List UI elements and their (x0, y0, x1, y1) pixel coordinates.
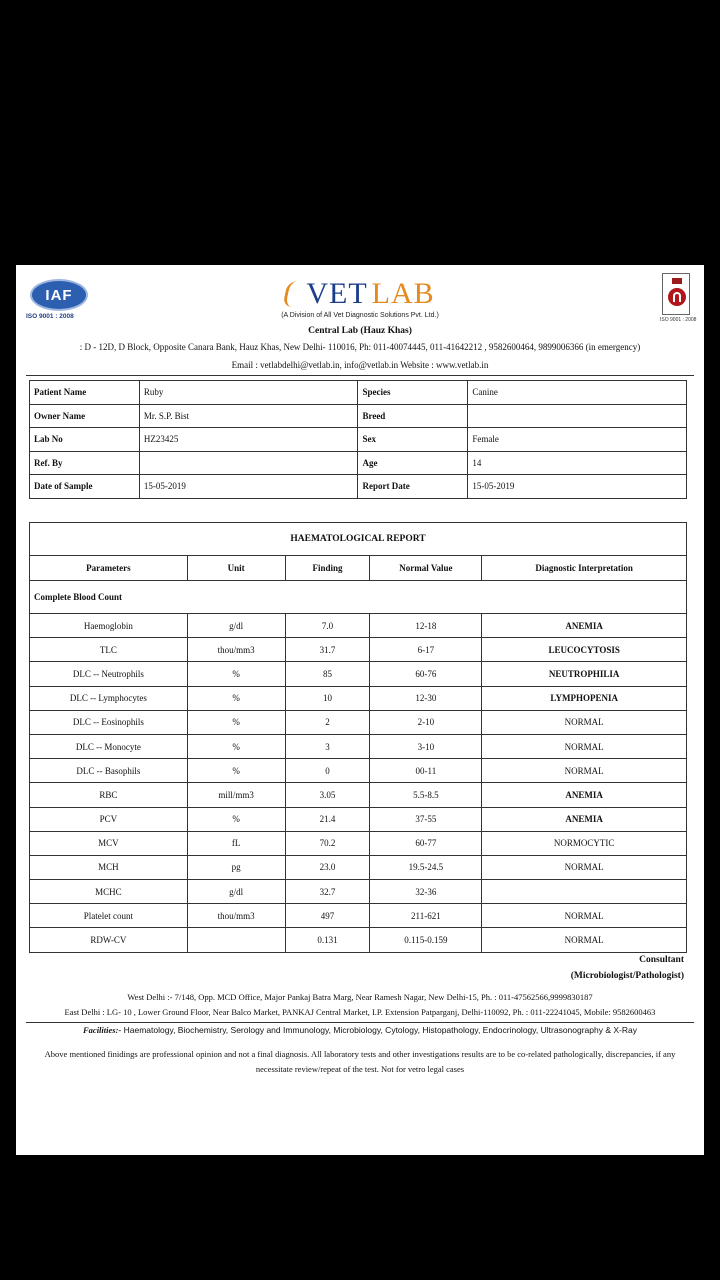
brand-division: (A Division of All Vet Diagnostic Solutions Pvt. Ltd.) (281, 312, 439, 319)
info-key: Sex (358, 428, 468, 452)
cell-unit: pg (187, 855, 285, 879)
cell-param: RDW-CV (30, 928, 188, 952)
cell-finding: 7.0 (285, 614, 370, 638)
vetlab-brand (16, 277, 704, 319)
table-row (30, 880, 687, 904)
section-heading: Complete Blood Count (30, 581, 687, 614)
cell-param: MCHC (30, 880, 188, 904)
haematology-table (29, 522, 687, 953)
info-key: Lab No (30, 428, 140, 452)
cell-normal: 12-18 (370, 614, 482, 638)
disclaimer: Above mentioned finidings are professional opinion and not a final diagnosis. All laboratory tests and other investigations results are to be co-related pathologically, discrepancies, if any necessitate review/repeat of the test. Not for vetro legal cases (44, 1049, 676, 1074)
cell-unit: thou/mm3 (187, 638, 285, 662)
cell-param: Platelet count (30, 904, 188, 928)
cell-unit (187, 928, 285, 952)
info-value: 15-05-2019 (139, 475, 358, 499)
cell-interp: NORMAL (482, 928, 687, 952)
info-value: Ruby (139, 381, 358, 405)
column-header: Normal Value (370, 556, 482, 581)
cell-unit: fL (187, 831, 285, 855)
column-header: Diagnostic Interpretation (482, 556, 687, 581)
cell-interp: LYMPHOPENIA (482, 686, 687, 710)
cell-param: DLC -- Neutrophils (30, 662, 188, 686)
cell-unit: g/dl (187, 614, 285, 638)
iso-certification-right: ISO 9001 : 2008 (660, 317, 697, 323)
cell-interp: LEUCOCYTOSIS (482, 638, 687, 662)
cell-normal: 32-36 (370, 880, 482, 904)
cell-interp: ANEMIA (482, 807, 687, 831)
cell-unit: g/dl (187, 880, 285, 904)
cell-finding: 0 (285, 759, 370, 783)
column-header: Parameters (30, 556, 188, 581)
east-delhi-address: East Delhi : LG- 10 , Lower Ground Floor, Near Balco Market, PANKAJ Central Market, I.P. Extension Patparganj, Delhi-110092, Ph. : 011-22241045, Mobile: 9582600463 (64, 1007, 656, 1017)
cell-unit: % (187, 807, 285, 831)
cell-normal: 2-10 (370, 710, 482, 734)
info-value: Canine (468, 381, 687, 405)
cell-finding: 497 (285, 904, 370, 928)
cell-unit: % (187, 734, 285, 758)
table-row (30, 807, 687, 831)
cell-finding: 32.7 (285, 880, 370, 904)
info-value: HZ23425 (139, 428, 358, 452)
cell-normal: 0.115-0.159 (370, 928, 482, 952)
table-row (30, 783, 687, 807)
iso-certification-left: ISO 9001 : 2008 (26, 313, 74, 320)
cell-finding: 3 (285, 734, 370, 758)
brand-vet: VET (306, 277, 368, 310)
cell-param: DLC -- Monocyte (30, 734, 188, 758)
cell-param: PCV (30, 807, 188, 831)
info-key: Species (358, 381, 468, 405)
consultant-label: Consultant (639, 955, 684, 965)
patient-info-row (30, 428, 687, 452)
info-key: Age (358, 451, 468, 475)
info-key: Ref. By (30, 451, 140, 475)
table-row (30, 734, 687, 758)
cell-finding: 85 (285, 662, 370, 686)
table-row (30, 710, 687, 734)
table-row (30, 614, 687, 638)
table-row (30, 904, 687, 928)
info-key: Breed (358, 404, 468, 428)
cell-finding: 3.05 (285, 783, 370, 807)
cell-normal: 6-17 (370, 638, 482, 662)
cell-unit: thou/mm3 (187, 904, 285, 928)
table-row (30, 831, 687, 855)
report-title: HAEMATOLOGICAL REPORT (30, 523, 687, 556)
cell-interp: NORMAL (482, 759, 687, 783)
info-key: Patient Name (30, 381, 140, 405)
info-value: Female (468, 428, 687, 452)
nabl-logo (660, 273, 697, 325)
facilities-line (16, 1025, 704, 1035)
cell-normal: 3-10 (370, 734, 482, 758)
cell-finding: 23.0 (285, 855, 370, 879)
table-row (30, 928, 687, 952)
info-value: 15-05-2019 (468, 475, 687, 499)
table-row (30, 855, 687, 879)
cell-interp (482, 880, 687, 904)
cell-interp: NEUTROPHILIA (482, 662, 687, 686)
cell-param: Haemoglobin (30, 614, 188, 638)
cell-finding: 2 (285, 710, 370, 734)
cell-unit: mill/mm3 (187, 783, 285, 807)
facilities-list: Haematology, Biochemistry, Serology and Immunology, Microbiology, Cytology, Histopathology, Endocrinology, Ultrasonography & X-Ray (121, 1025, 637, 1035)
cell-interp: NORMAL (482, 904, 687, 928)
cell-interp: ANEMIA (482, 614, 687, 638)
info-value (139, 451, 358, 475)
patient-info-row (30, 451, 687, 475)
consultant-role: (Microbiologist/Pathologist) (570, 971, 684, 981)
cell-interp: NORMAL (482, 734, 687, 758)
cell-param: DLC -- Lymphocytes (30, 686, 188, 710)
cell-normal: 60-76 (370, 662, 482, 686)
patient-info-row (30, 404, 687, 428)
cell-normal: 37-55 (370, 807, 482, 831)
table-row (30, 759, 687, 783)
info-key: Date of Sample (30, 475, 140, 499)
cell-finding: 10 (285, 686, 370, 710)
patient-info-table (29, 380, 687, 499)
table-row (30, 686, 687, 710)
cell-finding: 0.131 (285, 928, 370, 952)
west-delhi-address: West Delhi :- 7/148, Opp. MCD Office, Major Pankaj Batra Marg, Near Ramesh Nagar, New Delhi-15, Ph. : 011-47562566,9999830187 (127, 992, 593, 1002)
nabl-seal-icon (668, 288, 686, 306)
info-value: 14 (468, 451, 687, 475)
report-page (16, 265, 704, 1155)
cell-normal: 60-77 (370, 831, 482, 855)
cell-param: TLC (30, 638, 188, 662)
cell-param: DLC -- Basophils (30, 759, 188, 783)
cell-finding: 31.7 (285, 638, 370, 662)
lab-contact: Email : vetlabdelhi@vetlab.in, info@vetlab.in Website : www.vetlab.in (231, 360, 489, 370)
facilities-label: Facilities:- (83, 1025, 122, 1035)
lab-address: : D - 12D, D Block, Opposite Canara Bank, Hauz Khas, New Delhi- 110016, Ph: 011-40074445, 011-41642212 , 9582600464, 9899006366 (in emergency) (79, 342, 641, 352)
brand-lab: LAB (371, 277, 435, 310)
vetlab-flame-icon (283, 281, 306, 307)
cell-param: DLC -- Eosinophils (30, 710, 188, 734)
cell-param: RBC (30, 783, 188, 807)
info-value: Mr. S.P. Bist (139, 404, 358, 428)
cell-normal: 19.5-24.5 (370, 855, 482, 879)
cell-param: MCV (30, 831, 188, 855)
cell-param: MCH (30, 855, 188, 879)
column-header: Unit (187, 556, 285, 581)
info-key: Report Date (358, 475, 468, 499)
lab-name: Central Lab (Hauz Khas) (308, 326, 412, 336)
cell-unit: % (187, 710, 285, 734)
cell-unit: % (187, 662, 285, 686)
header-divider (26, 375, 694, 376)
info-value (468, 404, 687, 428)
cell-finding: 70.2 (285, 831, 370, 855)
footer-divider (26, 1022, 694, 1023)
cell-normal: 211-621 (370, 904, 482, 928)
cell-interp: NORMAL (482, 710, 687, 734)
patient-info-row (30, 475, 687, 499)
cell-normal: 5.5-8.5 (370, 783, 482, 807)
cell-interp: NORMAL (482, 855, 687, 879)
patient-info-row (30, 381, 687, 405)
table-row (30, 662, 687, 686)
cell-normal: 00-11 (370, 759, 482, 783)
info-key: Owner Name (30, 404, 140, 428)
cell-interp: ANEMIA (482, 783, 687, 807)
cell-unit: % (187, 686, 285, 710)
cell-normal: 12-30 (370, 686, 482, 710)
table-row (30, 638, 687, 662)
cell-finding: 21.4 (285, 807, 370, 831)
cell-unit: % (187, 759, 285, 783)
column-header: Finding (285, 556, 370, 581)
cell-interp: NORMOCYTIC (482, 831, 687, 855)
iaf-logo-mark: IAF (30, 279, 88, 311)
